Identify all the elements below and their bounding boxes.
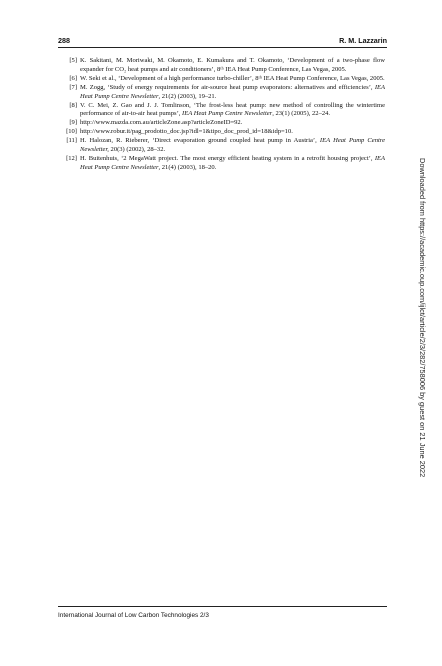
reference-number: [7] bbox=[69, 83, 77, 91]
reference-text bbox=[80, 119, 385, 128]
reference-volume: , 21(2) (2003), 19–21. bbox=[158, 92, 217, 100]
reference-citation: H. Halozan, R. Rieberer, ‘Direct evaporation ground coupled heat pump in Austria’, bbox=[80, 137, 320, 145]
reference-number: [9] bbox=[69, 119, 77, 127]
reference-text bbox=[80, 102, 385, 120]
page-number: 288 bbox=[58, 36, 70, 45]
reference-item bbox=[58, 119, 385, 128]
reference-number: [12] bbox=[66, 154, 77, 162]
reference-item bbox=[58, 75, 385, 84]
reference-number: [5] bbox=[69, 57, 77, 64]
reference-text bbox=[80, 75, 385, 84]
reference-number: [10] bbox=[66, 128, 77, 136]
reference-journal: IEA Heat Pump Centre Newsletter bbox=[182, 110, 273, 118]
reference-citation: W. Seki et al., ‘Development of a high performance turbo-chiller’, 8ᵗʰ IEA Heat Pump Conference, Las Vegas, 2005. bbox=[80, 74, 385, 82]
reference-url: http://www.robur.it/pag_prodotto_doc.jsp?idl=1&tipo_doc_prod_id=18&idp=10. bbox=[80, 128, 293, 136]
reference-list bbox=[58, 57, 385, 173]
reference-text bbox=[80, 137, 385, 155]
running-author: R. M. Lazzarin bbox=[339, 36, 387, 45]
reference-item bbox=[58, 57, 385, 75]
header-divider bbox=[58, 47, 387, 48]
reference-item bbox=[58, 155, 385, 173]
reference-item bbox=[58, 128, 385, 137]
reference-number: [6] bbox=[69, 74, 77, 82]
reference-text bbox=[80, 57, 385, 75]
download-watermark: Downloaded from https://academic.oup.com/ijlct/article/2/3/282/758006 by guest on 21 June 2022 bbox=[418, 158, 427, 478]
reference-text bbox=[80, 155, 385, 173]
reference-volume: 20(3) (2002), 28–32. bbox=[108, 146, 166, 154]
reference-number: [11] bbox=[66, 137, 77, 145]
reference-volume: , 21(4) (2003), 18–20. bbox=[158, 163, 217, 171]
reference-text bbox=[80, 84, 385, 102]
reference-journal: IEA Heat Pump Centre Newsletter bbox=[80, 83, 385, 100]
reference-item bbox=[58, 102, 385, 120]
reference-url: http://www.mazda.com.au/articleZone.asp?articleZoneID=92. bbox=[80, 119, 243, 127]
reference-citation: K. Sakitani, M. Moriwaki, M. Okamoto, E. Kumakura and T. Okamoto, ‘Development of a two-phase flow expander for CO₂ heat pumps and air conditioners’, 8ᵗʰ IEA Heat Pump Conference, Las Vegas, 2005. bbox=[80, 57, 385, 73]
reference-item bbox=[58, 137, 385, 155]
reference-citation: V. C. Mei, Z. Gao and J. J. Tomlinson, ‘The frost-less heat pump: new method of controlling the wintertime performance of air-to-air heat pumps’, bbox=[80, 101, 385, 118]
reference-item bbox=[58, 84, 385, 102]
reference-citation: M. Zogg, ‘Study of energy requirements for air-source heat pump evaporators: alternatives and efficiencies’, bbox=[80, 83, 375, 91]
reference-text bbox=[80, 128, 385, 137]
footer-divider bbox=[58, 606, 387, 607]
reference-number: [8] bbox=[69, 101, 77, 109]
running-head bbox=[58, 36, 387, 45]
reference-volume: , 23(1) (2005), 22–24. bbox=[272, 110, 331, 118]
reference-citation: H. Buitenhuis, ‘2 MegaWatt project. The most energy efficient heating system in a retrofit housing project’, bbox=[80, 154, 375, 162]
reference-journal: IEA Heat Pump Centre Newsletter, bbox=[80, 137, 385, 154]
journal-footer: International Journal of Low Carbon Technologies 2/3 bbox=[58, 612, 209, 619]
reference-journal: IEA Heat Pump Centre Newsletter bbox=[80, 154, 385, 171]
